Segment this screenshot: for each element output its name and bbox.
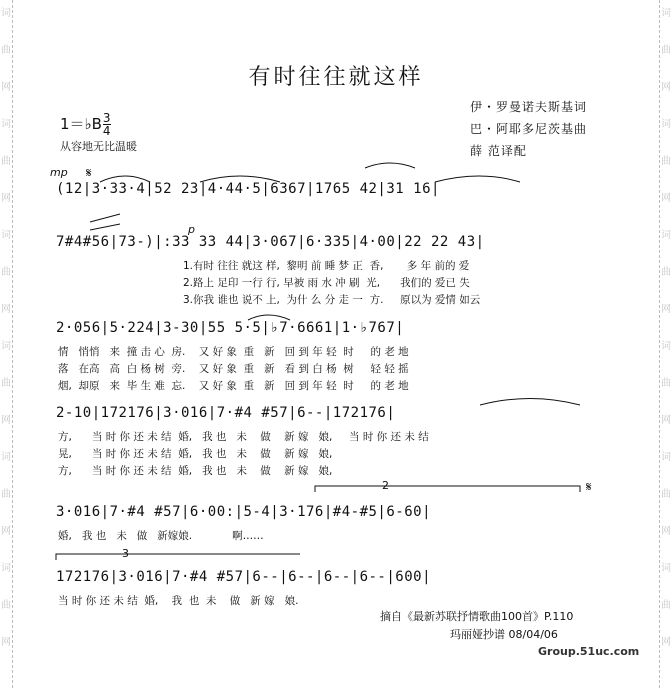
copyist-credit: 玛丽娅抄谱 08/04/06 <box>450 628 558 641</box>
side-watermark-glyph: 网 <box>661 304 671 315</box>
lyric-r6: 当 时 你 还 未 结 婚, 我 也 未 做 新 嫁 娘. <box>58 595 299 607</box>
volta-bracket-3 <box>56 554 300 560</box>
side-watermark-glyph: 网 <box>1 415 11 426</box>
lyric-r3-verse2: 落 在高 高 白 杨 树 旁. 又 好 象 重 新 看 到 白 杨 树 轻 轻 摇 <box>58 363 409 375</box>
side-watermark-glyph: 曲 <box>661 267 671 278</box>
notation-row-5: 3·016|7·#4 #57|6·00:|5-4|3·176|#4-#5|6-60| <box>56 504 432 520</box>
side-watermark-glyph: 曲 <box>1 378 11 389</box>
lyric-r4-verse3: 方, 当 时 你 还 未 结 婚, 我 也 未 做 新 嫁 娘, <box>58 465 333 477</box>
side-watermark-glyph: 曲 <box>661 378 671 389</box>
lyric-r2-verse1: 1.有时 往往 就这 样, 黎明 前 睡 梦 正 香, 多 年 前的 爱 <box>183 260 470 272</box>
side-watermark-glyph: 词 <box>1 8 11 19</box>
side-watermark-glyph: 词 <box>661 230 671 241</box>
dynamic-p: p <box>188 223 195 236</box>
side-watermark-glyph: 词 <box>1 452 11 463</box>
volta-bracket-2 <box>315 486 580 492</box>
tempo-marking: 从容地无比温暖 <box>60 140 137 153</box>
lyric-r3-verse1: 情 悄悄 来 撞 击 心 房. 又 好 象 重 新 回 到 年 轻 时 的 老 地 <box>58 346 409 358</box>
segno-sign-start: 𝄋 <box>86 166 92 181</box>
notation-row-1: (12|3·33·4|52 23|4·44·5|6367|1765 42|31 16| <box>56 181 440 197</box>
song-title: 有时往往就这样 <box>248 65 424 90</box>
translator-credit: 薛 范译配 <box>470 144 527 158</box>
crescendo-line <box>90 224 120 230</box>
notation-row-4: 2-10|172176|3·016|7·#4 #57|6--|172176| <box>56 405 396 421</box>
side-watermark-glyph: 曲 <box>1 156 11 167</box>
side-watermark-glyph: 词 <box>661 341 671 352</box>
side-watermark-glyph: 词 <box>661 452 671 463</box>
lyric-r4-verse1: 方, 当 时 你 还 未 结 婚, 我 也 未 做 新 嫁 娘, 当 时 你 还 未 结 <box>58 431 429 443</box>
side-watermark-glyph: 网 <box>661 415 671 426</box>
key-label: 1＝♭B <box>60 115 102 133</box>
time-beats: 3 <box>102 111 111 125</box>
side-watermark-glyph: 曲 <box>661 600 671 611</box>
source-citation: 摘自《最新苏联抒情歌曲100首》P.110 <box>380 610 574 623</box>
side-watermark-glyph: 词 <box>1 119 11 130</box>
site-logo: Group.51uc.com <box>538 645 640 658</box>
lyricist-credit: 伊・罗曼诺夫斯基词 <box>470 100 588 114</box>
notation-row-6: 172176|3·016|7·#4 #57|6--|6--|6--|6--|600| <box>56 569 432 585</box>
slur <box>365 163 415 168</box>
slur <box>200 176 280 182</box>
slur <box>100 176 150 182</box>
slur <box>248 315 290 320</box>
side-watermark-glyph: 网 <box>1 304 11 315</box>
slur <box>480 399 580 406</box>
volta-number-2: 2 <box>382 479 389 492</box>
side-watermark-glyph: 网 <box>1 637 11 648</box>
side-watermark-glyph: 曲 <box>661 489 671 500</box>
notation-row-2: 7#4#56|73-)|:33 33 44|3·067|6·335|4·00|22 22 43| <box>56 234 485 250</box>
side-watermark-glyph: 词 <box>661 119 671 130</box>
time-unit: 4 <box>102 124 111 138</box>
side-watermark-glyph: 曲 <box>1 45 11 56</box>
crescendo-line <box>90 214 120 222</box>
side-watermark-glyph: 曲 <box>661 156 671 167</box>
side-watermark-glyph: 曲 <box>1 489 11 500</box>
lyric-r5: 婚, 我 也 未 做 新嫁娘. 啊…… <box>58 530 264 542</box>
side-watermark-glyph: 词 <box>661 563 671 574</box>
volta-number-3: 3 <box>122 547 129 560</box>
side-watermark-glyph: 曲 <box>1 600 11 611</box>
side-watermark-glyph: 网 <box>661 193 671 204</box>
lyric-r2-verse2: 2.路上 足印 一行 行, 早被 雨 水 冲 刷 光, 我们的 爱已 失 <box>183 277 470 289</box>
lyric-r4-verse2: 晃, 当 时 你 还 未 结 婚, 我 也 未 做 新 嫁 娘, <box>58 448 333 460</box>
side-watermark-glyph: 词 <box>1 341 11 352</box>
side-watermark-glyph: 词 <box>661 8 671 19</box>
side-watermark-glyph: 曲 <box>1 267 11 278</box>
lyric-r2-verse3: 3.你我 谁也 说不 上, 为什 么 分 走 一 方. 原以为 爱情 如云 <box>183 294 481 306</box>
side-watermark-glyph: 网 <box>661 82 671 93</box>
side-watermark-glyph: 词 <box>1 230 11 241</box>
side-watermark-glyph: 词 <box>1 563 11 574</box>
side-watermark-glyph: 曲 <box>661 45 671 56</box>
composer-credit: 巴・阿耶多尼茨基曲 <box>470 122 588 136</box>
slur <box>435 176 520 182</box>
side-watermark-glyph: 网 <box>1 193 11 204</box>
segno-sign-end: 𝄋 <box>586 480 592 495</box>
side-watermark-glyph: 网 <box>1 82 11 93</box>
notation-row-3: 2·056|5·224|3-30|55 5·5|♭7·6661|1·♭767| <box>56 320 405 336</box>
side-watermark-glyph: 网 <box>1 526 11 537</box>
side-watermark-glyph: 网 <box>661 526 671 537</box>
lyric-r3-verse3: 烟, 却原 来 毕 生 难 忘. 又 好 象 重 新 回 到 年 轻 时 的 老 地 <box>58 380 409 392</box>
dynamic-mp: mp <box>50 166 68 179</box>
side-watermark-glyph: 网 <box>661 637 671 648</box>
